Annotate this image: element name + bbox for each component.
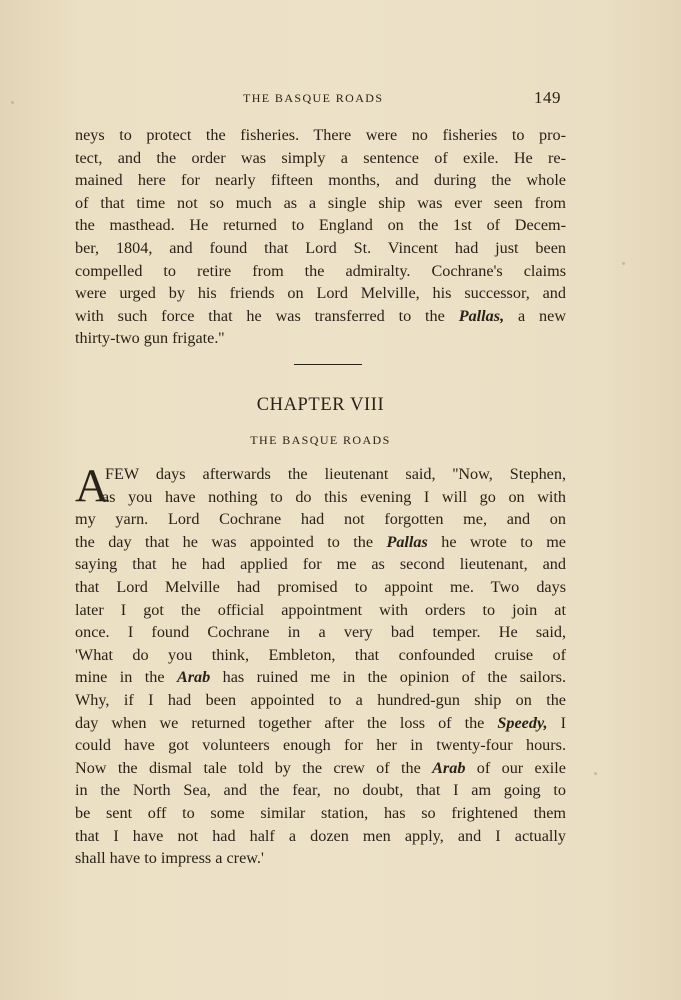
ship-name-pallas: Pallas xyxy=(386,532,428,551)
text-line: in the North Sea, and the fear, no doubt, that I am going to xyxy=(75,781,566,800)
text-line: be sent off to some similar station, has so frightened them xyxy=(75,803,566,822)
text-fragment: day when we returned together after the loss of the xyxy=(75,713,498,732)
paragraph-chapter-start xyxy=(75,460,567,870)
text-fragment: Now the dismal tale told by the crew of the xyxy=(75,758,433,777)
text-fragment: a new xyxy=(504,306,567,325)
text-fragment: he wrote to me xyxy=(427,532,566,551)
text-line xyxy=(75,757,566,780)
text-line: that I have not had half a dozen men apply, and I actually xyxy=(75,826,566,845)
text-line: of that time not so much as a single ship was ever seen from xyxy=(75,193,566,212)
text-fragment: with such force that he was transferred to the xyxy=(75,306,459,325)
text-line xyxy=(75,305,566,328)
text-line: shall have to impress a crew.' xyxy=(75,849,264,868)
text-line: neys to protect the fisheries. There were no fisheries to pro- xyxy=(75,126,566,144)
text-line: were urged by his friends on Lord Melville, his successor, and xyxy=(75,284,566,303)
drop-cap: A xyxy=(75,460,109,512)
paper-speck xyxy=(594,772,597,775)
text-line: tect, and the order was simply a sentence of exile. He re- xyxy=(75,148,566,167)
text-line: the masthead. He returned to England on the 1st of Decem- xyxy=(75,216,566,235)
text-line: mained here for nearly fifteen months, and during the whole xyxy=(75,171,566,190)
text-fragment: the day that he was appointed to the xyxy=(75,532,387,551)
text-line xyxy=(75,666,566,689)
text-line: as you have nothing to do this evening I will go on with xyxy=(102,487,566,506)
text-line: thirty-two gun frigate.'' xyxy=(75,329,225,348)
ship-name-pallas: Pallas, xyxy=(458,306,505,325)
text-fragment: I xyxy=(547,713,567,732)
section-divider xyxy=(294,364,362,365)
text-line: saying that he had applied for me as second lieutenant, and xyxy=(75,555,566,574)
paper-speck xyxy=(622,262,625,265)
text-line xyxy=(75,712,566,735)
text-fragment: mine in the xyxy=(75,668,177,687)
text-line: compelled to retire from the admiralty. Cochrane's claims xyxy=(75,261,566,280)
text-line: later I got the official appointment with orders to join at xyxy=(75,600,566,619)
paragraph-continued xyxy=(75,124,566,350)
text-line: 'What do you think, Embleton, that confounded cruise of xyxy=(75,645,566,664)
text-line: ber, 1804, and found that Lord St. Vincent had just been xyxy=(75,238,566,257)
text-line: Why, if I had been appointed to a hundred-gun ship on the xyxy=(75,690,566,709)
ship-name-arab: Arab xyxy=(176,668,211,687)
text-fragment: has ruined me in the opinion of the sailors. xyxy=(210,668,567,687)
chapter-subtitle: THE BASQUE ROADS xyxy=(250,433,391,447)
ship-name-arab: Arab xyxy=(432,758,466,777)
text-line: could have got volunteers enough for her in twenty-four hours. xyxy=(75,736,566,755)
text-line: that Lord Melville had promised to appoint me. Two days xyxy=(75,577,566,596)
text-line: FEW days afterwards the lieutenant said, ''Now, Stephen, xyxy=(105,465,566,483)
running-head xyxy=(0,88,681,108)
chapter-title: CHAPTER VIII xyxy=(256,395,385,415)
text-line: once. I found Cochrane in a very bad temper. He said, xyxy=(75,623,566,642)
text-line: my yarn. Lord Cochrane had not forgotten me, and on xyxy=(75,510,566,529)
text-line xyxy=(75,531,566,554)
paper-speck xyxy=(11,101,14,104)
ship-name-speedy: Speedy, xyxy=(497,713,548,732)
text-fragment: of our exile xyxy=(465,758,566,777)
page-number: 149 xyxy=(534,88,561,107)
running-title: THE BASQUE ROADS xyxy=(243,91,384,105)
